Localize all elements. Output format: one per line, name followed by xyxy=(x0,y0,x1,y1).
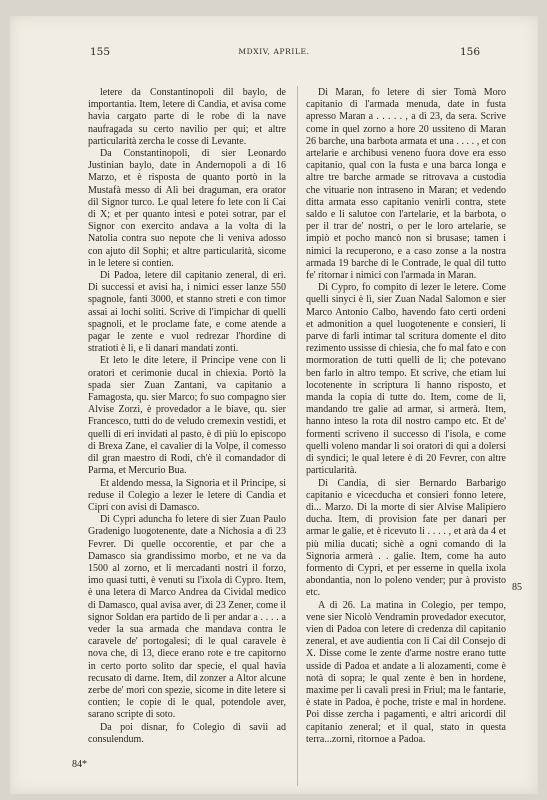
paragraph: Di Candia, di sier Bernardo Barbarigo capitanio e vicecducha et consieri fonno letere, di... Marzo. Di la morte di sier Alvise Malipiero ducha. Item, di provision fate per danari per armar le galie, et è ricevuto li . . . . , et arà da 4 et più milia ducati; sichè a ogni comando di la Signoria armerà . . galie. Item, come ha auto formento di Cypri, et per esserne in quella ixola abondantia, non lo poleno vender; pur à provisto etc. xyxy=(306,477,506,599)
left-page-number: 155 xyxy=(90,46,111,58)
paragraph: Da Constantinopoli, di sier Leonardo Justinian baylo, date in Andernopoli a dì 16 Marzo, et è risposta de quanto portò in la Mustafà messo di Alì bei draguman, era orator dil Signor turco. Le qual letere fo lete con li Cai di X; et per quanto intesi e potei sotrar, par el Signor con exercito andava a la volta di la Natolia contra suo nepote che li veniva adosso con ajuto dil Sophì; et altre particularità, sicome in le letere si contien. xyxy=(88,148,286,269)
paragraph: Di Padoa, letere dil capitanio zeneral, di eri. Di successi et avisi ha, i nimici esser lanze 550 spagnole, fanti 3000, et stanno streti e con timor assai ai lochi soliti. Scrive di l'impichar di quelli spagnoli, et le proclame fate, e come atende a pagar le zente e vuol redrezar l'hordine di stratioti è lì, e li danari mandati zonti. xyxy=(88,270,286,355)
paragraph: Et leto le dite letere, il Principe vene con li oratori et cerimonie ducal in chiexia. Portò la spada sier Zuan Zantani, va capitanio a Famagosta, qu. sier Marco; fo suo compagno sier Alvise Zorzi, è provedador a le biave, qu. sier Francesco, tutti do de veludo cremexin vestidi, et quelli di eri invidati al pasto, è dì più lo episcopo di Brexa Zane, el cavalier di la Volpe, il comesso dil gran maestro di Rodi, ch'è il comandador di Parma, et Mercurio Bua. xyxy=(88,355,286,477)
paragraph: letere da Constantinopoli dil baylo, de importantia. Item, letere di Candia, et avisa come havia cargato parte di le robe di la nave naufragada su certo navilio per qui; et altre particularità zercha le cosse di Levante. xyxy=(88,87,286,147)
right-page-number: 156 xyxy=(459,46,480,58)
paragraph: A dì 26. La matina in Colegio, per tempo, vene sier Nicolò Vendramin provedador executor, vien di Padoa con letere di credenza dil capitanio zeneral, et ave audientia con li Cai dil Consejo di X. Disse come le zente d'arme nostre erano tutte usside di Padoa et andate a li alozamenti, come è notà di sopra; le qual zente è ben in hordene, maxime per li cavali presi in Friul; ma le fantarie, è state in Padoa, è poche, triste e mal in hordene. Poi disse zercha i pagamenti, e altri aricordi dil capitanio zeneral; et il qual, stato in questa terra...zorni, ritornoe a Padoa. xyxy=(306,599,506,745)
paragraph: Di Cypro, fo compito di lezer le letere. Come quelli sinyci è lì, sier Zuan Nadal Salomon e sier Marco Antonio Calbo, havendo fato certi ordeni et admonition a quel luogotenente e consieri, li parve di farli intimar tal scritura domente el dito rezimento ussisse di chiesia, che fo mal fato e con mormoration de tutti quelli de lì; che potevano ben farlo in altro tempo. Et scrive, che etiam lui locotenente in scriptura li hanno risposto, et manda la copia di tutte do. Item, come de lì, mandando tre galie ad armar, si armerà. Item, hanno inteso la rota dil nostro campo etc. Et de' formenti scriveno il successo di l'isola, e come quelli voleno mandar li soi oratori di qui a dolersi di syndici; le qual letere è dì 20 Fevrer, con altre particularità. xyxy=(306,282,506,477)
running-header xyxy=(10,46,538,58)
left-column xyxy=(88,87,286,746)
margin-note-left: 84* xyxy=(72,759,87,770)
book-page xyxy=(10,16,538,794)
paragraph: Da poi disnar, fo Colegio di savii ad consulendum. xyxy=(88,721,286,745)
running-title: MDXIV, APRILE. xyxy=(238,47,310,56)
paragraph: Et aldendo messa, la Signoria et il Principe, si reduse il Colegio a lezer le letere di Candia et Cipri con avisi di Damasco. xyxy=(88,477,286,513)
right-column xyxy=(306,87,506,746)
column-divider xyxy=(297,86,298,786)
paragraph: Di Cypri aduncha fo letere di sier Zuan Paulo Gradenigo luogotenente, date a Nichosia a dì 23 Fevrer. Di quelle occorentie, et par che a Damasco sia grandissimo morbo, et ne va da 1500 al zorno, et li mercadanti nostri il forzo, imo quasi tutti, è venuti su l'ixola di Cypro. Item, è una letera di Marco Andrea da Cividal medico di Damasco, qual avisa aver, di 23 Zener, come il signor Soldan era partido de lì per andar a . . . . a veder la sua armada che mandava contra le caravele de' portogalesi; di le qual caravele è nova che, di 13, diece erano rote e tre capitorno in certo porto solito dar specie, el qual havia recusato di darne. Item, dil zonzer a Altor alcune zerbe de' mori con spezie, sicome in dite letere si contien; le copie di le qual, potendole aver, sarano scripte di soto. xyxy=(88,514,286,721)
paragraph: Di Maran, fo letere di sier Tomà Moro capitanio di l'armada menuda, date in fusta apresso Maran a . . . . . , a dì 23, da sera. Scrive come in quel zorno a hore 20 ussiteno di Maran 26 barche, una barbota armata et una . . . . , et con artelarie e archibusi veneno fuora dove era esso capitanio, qual con la fusta e una barca longa e altre tre barche armade se ritrovava a custodia che vituarie non intraseno in Maran; et vedendo ditta armata esso capitanio venirli contra, stete saldo e li salutoe con l'artelarie, et la barbota, o per il trar de' nostri, o per le loro artelarie, se impiò et pocho mancò non si brusase; tamen i nimici la recuperono, e a caso zonse a la nostra armada 19 barche di le Contrade, le qual dil tutto fe' ritornar i nimici con l'armada in Maran. xyxy=(306,87,506,282)
margin-note-right: 85 xyxy=(512,582,522,593)
